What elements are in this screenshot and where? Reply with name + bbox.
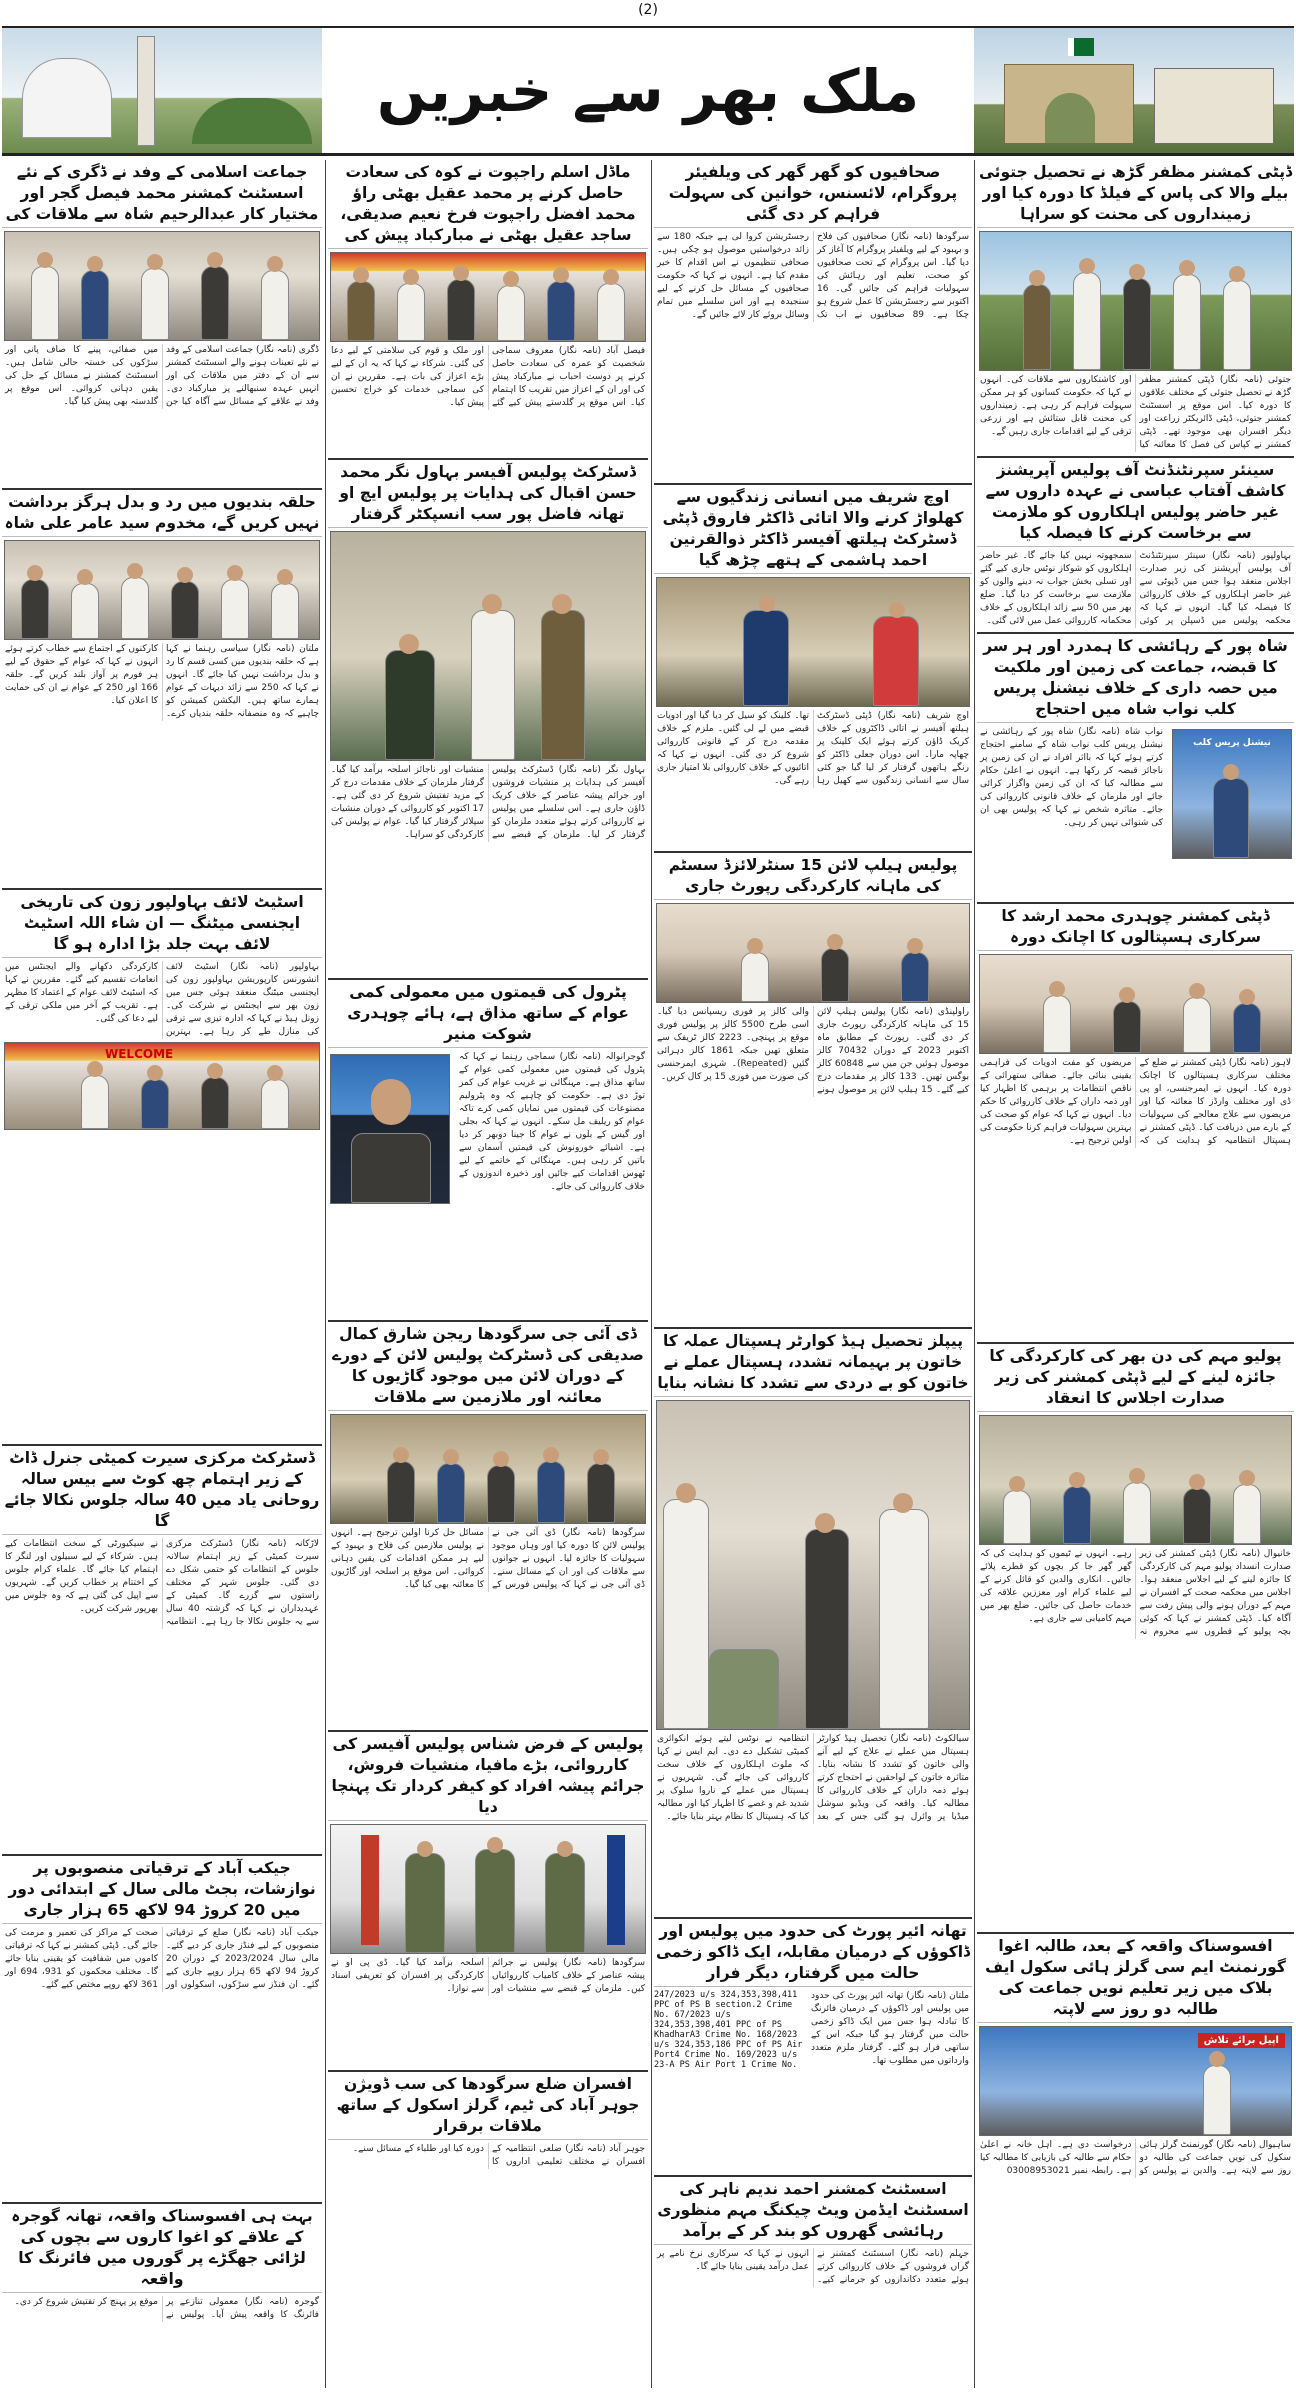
article-photo [330, 531, 646, 761]
article-body: ڈگری (نامہ نگار) جماعت اسلامی کے وفد نے نئے تعینات ہونے والے اسسٹنٹ کمشنر سے ان کے دفتر میں ملاقات کی اور انہیں عہدہ سنبھالنے پر مبارکباد دی۔ وفد نے علاقے کے مسائل سے آگاہ کیا جن میں صفائی، پینے کا صاف پانی اور سڑکوں کی خستہ حالی شامل ہیں۔ اسسٹنٹ کمشنر نے مسائل کے حل کی یقین دہانی کروائی۔ اس موقع پر گلدستہ بھی پیش کیا گیا۔ [5, 344, 319, 407]
article-headline: پولیس ہیلپ لائن 15 سنٹرلائزڈ سسٹم کی ماہانہ کارکردگی رپورٹ جاری [654, 855, 972, 900]
column-3 [328, 160, 648, 2388]
article-photo [979, 2026, 1292, 2136]
article-photo [656, 1400, 970, 1730]
article-headline: افسران ضلع سرگودھا کی سب ڈویژن جوہر آباد کی ٹیم، گرلز اسکول کے ساتھ ملاقات برقرار [328, 2074, 648, 2140]
article-body: اوچ شریف (نامہ نگار) ڈپٹی ڈسٹرکٹ ہیلتھ آفیسر نے اتائی ڈاکٹروں کے خلاف کریک ڈاؤن کرتے ہوئے ایک کلینک پر چھاپہ مارا۔ اس دوران جعلی ڈاکٹر کو رنگے ہاتھوں گرفتار کر لیا گیا جو کئی سال سے انسانی زندگیوں سے کھیل رہا تھا۔ کلینک کو سیل کر دیا گیا اور ادویات قبضے میں لے لی گئیں۔ ملزم کے خلاف مقدمہ درج کر کے قانونی کارروائی شروع کر دی گئی۔ انہوں نے کہا کہ اتائیوں کے خلاف کارروائی بلا امتیاز جاری رہے گی۔ [657, 710, 969, 786]
article-police-officer-action [328, 1732, 648, 2072]
article-headline: بہت ہی افسوسناک واقعہ، تھانہ گوجرہ کے علاقے کو اغوا کاروں سے بچوں کی لڑائی جھگڑے پر گوروں میں فائرنگ کا واقعہ [2, 2206, 322, 2293]
article-photo [4, 1042, 320, 1130]
article-headline: ڈپٹی کمشنر چوہدری محمد ارشد کا سرکاری ہسپتالوں کا اچانک دورہ [977, 906, 1294, 951]
article-headline: ڈی آئی جی سرگودھا ریجن شارق کمال صدیقی کی ڈسٹرکٹ پولیس لائن کے دورے کے دوران لائن میں موجود گاڑیوں کا معائنہ اور ملازمین سے ملاقات [328, 1324, 648, 1411]
page-number: (2) [638, 2, 658, 18]
article-headline: پیپلز تحصیل ہیڈ کوارٹر ہسپتال عملہ کا خاتون پر بہیمانہ تشدد، ہسپتال عملے نے خاتون کو بے دردی سے تشدد کا نشانہ بنایا [654, 1331, 972, 1397]
article-body: لاڑکانہ (نامہ نگار) ڈسٹرکٹ مرکزی سیرت کمیٹی کے زیر اہتمام سالانہ جلوس کے انتظامات کو حتمی شکل دے دی گئی۔ جلوس شہر کے مختلف راستوں سے گزرے گا۔ کمیٹی کے عہدیداران نے کہا کہ گزشتہ 40 سال سے یہ جلوس نکالا جا رہا ہے۔ انتظامیہ نے سیکیورٹی کے سخت انتظامات کیے ہیں۔ شرکاء کے لیے سبیلوں اور لنگر کا اہتمام کیا جائے گا۔ علماء کرام جلوس کے اختتام پر خطاب کریں گے۔ شہریوں سے اپیل کی گئی ہے کہ وہ جلوس میں بھرپور شرکت کریں۔ [5, 1538, 320, 1627]
article-body: فیصل آباد (نامہ نگار) معروف سماجی شخصیت کو عمرہ کی سعادت حاصل کرنے پر دوست احباب نے مبارکباد پیش کی اور ان کے اعزاز میں تقریب کا اہتمام کیا۔ اس موقع پر گلدستے پیش کیے گئے اور ملک و قوم کی سلامتی کے لیے دعا کی گئی۔ شرکاء نے کہا کہ یہ ان کے لیے بڑے اعزاز کی بات ہے۔ مقررین نے ان کی سماجی خدمات کو خراج تحسین پیش کیا۔ [331, 345, 645, 408]
building-graphic [1154, 68, 1274, 144]
article-headline: ڈسٹرکٹ مرکزی سیرت کمیٹی جنرل ڈاٹ کے زیر اہتمام چھ کوٹ سے بیس سالہ روحانی یاد میں 40 سالہ جلوس نکالا جائے گا [2, 1448, 322, 1535]
article-photo [330, 252, 646, 342]
article-gojra-firing [2, 2204, 322, 2388]
article-headline: افسوسناک واقعہ کے بعد، طالبہ اغوا گورنمنٹ ایم سی گرلز ہائی سکول ایف بلاک میں زیر تعلیم نویں جماعت کی طالبہ دو روز سے لاپتہ [977, 1936, 1294, 2023]
masthead-photo-right [974, 28, 1294, 154]
article-body: سرگودھا (نامہ نگار) صحافیوں کی فلاح و بہبود کے لیے ویلفیئر پروگرام کا آغاز کر دیا گیا۔ اس پروگرام کے تحت صحافیوں کو صحت، تعلیم اور رہائش کی سہولیات فراہم کی جائیں گی۔ 16 اکتوبر سے رجسٹریشن کا عمل شروع ہو چکا ہے۔ 89 صحافیوں نے اب تک رجسٹریشن کروا لی ہے جبکہ 180 سے زائد درخواستیں موصول ہو چکی ہیں۔ صحافی تنظیموں نے اس اقدام کا خیر مقدم کیا ہے۔ انہوں نے کہا کہ حکومت صحافیوں کے مسائل حل کرنے کے لیے سنجیدہ ہے اور اس سلسلے میں تمام وسائل بروئے کار لائے جائیں گے۔ [657, 231, 969, 321]
article-headline: اسٹیٹ لائف بہاولپور زون کی تاریخی ایجنسی میٹنگ — ان شاء اللہ اسٹیٹ لائف بہت جلد بڑا ادارہ ہو گا [2, 892, 322, 958]
article-photo [656, 577, 970, 707]
article-headline: سینئر سپرنٹنڈنٹ آف پولیس آپریشنز کاشف آفتاب عباسی نے عہدہ داروں سے غیر حاضر پولیس اہلکاروں کو ملازمت سے برخاست کرنے کا فیصلہ کیا [977, 460, 1294, 547]
case-numbers: 247/2023 u/s 324,353,398,411 PPC of PS B section.2 Crime No. 67/2023 u/s 324,353,398,401 PPC of PS KhadharA3 Crime No. 168/2023 u/s 324,353,186 PPC of PS Air Port4 Crime No. 169/2023 u/s 23-A PS Air Port 1 Crime No. [654, 1989, 803, 2070]
article-body: لاہور (نامہ نگار) ڈپٹی کمشنر نے ضلع کے مختلف سرکاری ہسپتالوں کا اچانک دورہ کیا۔ انہوں نے ایمرجنسی، او پی ڈی اور مختلف وارڈز کا معائنہ کیا اور مریضوں سے علاج معالجے کی سہولیات کے بارے میں دریافت کیا۔ ڈپٹی کمشنر نے ہسپتال انتظامیہ کو ہدایت کی کہ مریضوں کو مفت ادویات کی فراہمی یقینی بنائی جائے۔ صفائی ستھرائی کے ناقص انتظامات پر برہمی کا اظہار کیا اور ذمہ داران کے خلاف کارروائی کا حکم دیا۔ انہوں نے کہا کہ عوام کو صحت کی بہترین سہولیات فراہم کرنا حکومت کی اولین ترجیح ہے۔ [980, 1057, 1291, 1147]
article-photo [656, 903, 970, 1003]
article-headline: جیکب آباد کے ترقیاتی منصوبوں پر نوازشات، بجٹ مالی سال کے ابتدائی دور میں 20 کروڑ 94 لاکھ 65 ہزار جاری [2, 1858, 322, 1924]
appeal-sign: اپیل برائے تلاش [1198, 2033, 1285, 2048]
article-body: گوجرہ (نامہ نگار) معمولی تنازعے پر فائرنگ کا واقعہ پیش آیا۔ پولیس نے موقع پر پہنچ کر تفتیش شروع کر دی۔ [14, 2296, 319, 2320]
article-ssp-operations [977, 458, 1294, 634]
article-headline: ڈسٹرکٹ پولیس آفیسر بہاول نگر محمد حسن اقبال کی ہدایات پر پولیس ایچ او تھانہ فاضل پور سب انسپکٹر گرفتار [328, 462, 648, 528]
column-1 [977, 160, 1294, 2388]
article-body: بہاولپور (نامہ نگار) اسٹیٹ لائف انشورنس کارپوریشن بہاولپور زون کی ایجنسی میٹنگ منعقد ہوئی جس میں زون بھر سے ایجنٹس نے شرکت کی۔ زونل ہیڈ نے کہا کہ ادارہ تیزی سے ترقی کی منازل طے کر رہا ہے۔ بہترین کارکردگی دکھانے والے ایجنٹس میں انعامات تقسیم کیے گئے۔ مقررین نے کہا کہ اسٹیٹ لائف عوام کے اعتماد کا مظہر ہے۔ تقریب کے آخر میں ملکی ترقی کے لیے دعا کی گئی۔ [5, 961, 319, 1037]
article-headline: ماڈل اسلم راجپوت نے کوہ کی سعادت حاصل کرنے پر محمد عقیل بھٹی راؤ محمد افضل راجپوت فرخ نعیم صدیقی، ساجد عقیل بھٹی نے مبارکباد پیش کی [328, 162, 648, 249]
article-body: سرگودھا (نامہ نگار) پولیس نے جرائم پیشہ عناصر کے خلاف کامیاب کارروائیاں کیں۔ ملزمان کے قبضے سے منشیات اور اسلحہ برآمد کیا گیا۔ ڈی پی او نے کارکردگی پر افسران کو تعریفی اسناد سے نوازا۔ [331, 1957, 645, 1994]
masthead [2, 26, 1294, 156]
gate-graphic [1004, 64, 1134, 144]
column-4 [2, 160, 322, 2388]
article-headline: ڈپٹی کمشنر مظفر گڑھ نے تحصیل جتوئی بیلے والا کی پاس کے فیلڈ کا دورہ کیا اور زمینداروں کی محنت کو سراہا [977, 162, 1294, 228]
article-body: جیکب آباد (نامہ نگار) ضلع کے ترقیاتی منصوبوں کے لیے فنڈز جاری کر دیے گئے۔ مالی سال 2023/2024 کے دوران 20 کروڑ 94 لاکھ 65 ہزار روپے جاری کیے گئے۔ ان فنڈز سے سڑکوں، اسکولوں اور صحت کے مراکز کی تعمیر و مرمت کی جائے گی۔ ڈپٹی کمشنر نے کہا کہ ترقیاتی کاموں میں شفافیت کو یقینی بنایا جائے گا۔ مختلف محکموں کو 931، 694 اور 361 لاکھ روپے مختص کیے گئے۔ [5, 1927, 319, 1990]
article-headline: پولیس کے فرض شناس پولیس آفیسر کی کارروائی، بڑے مافیا، منشیات فروش، جرائم پیشہ افراد کو کیفر کردار تک پہنچا دیا [328, 1734, 648, 1821]
article-journalist-welfare [654, 160, 972, 485]
article-body: گوجرانوالہ (نامہ نگار) سماجی رہنما نے کہا کہ پٹرول کی قیمتوں میں معمولی کمی عوام کے ساتھ مذاق ہے۔ مہنگائی نے غریب عوام کی کمر توڑ دی ہے۔ حکومت کو چاہیے کہ وہ پٹرولیم مصنوعات کی قیمتوں میں نمایاں کمی کرے تاکہ عوام کو ریلیف مل سکے۔ انہوں نے کہا کہ بجلی اور گیس کے بلوں نے عوام کا جینا دوبھر کر دیا ہے۔ اشیائے خورونوش کی قیمتیں آسمان سے باتیں کر رہی ہیں۔ مہنگائی کے خاتمے کے لیے ٹھوس اقدامات کیے جائیں اور ذخیرہ اندوزوں کے خلاف کارروائی کی جائے۔ [459, 1051, 645, 1193]
article-photo [330, 1414, 646, 1524]
article-hospital-assault [654, 1329, 972, 1919]
article-umrah-congrats [328, 160, 648, 460]
article-headline: شاہ پور کے رہائشی کا ہمدرد اور ہر سر کا قبضہ، جماعت کی زمین اور ملکیت میں حصہ داری کے خلاف نیشنل پریس کلب نواب شاہ میں احتجاج [977, 636, 1294, 723]
article-delimitation [2, 490, 322, 890]
article-photo [4, 231, 320, 341]
article-body: جتوئی (نامہ نگار) ڈپٹی کمشنر مظفر گڑھ نے تحصیل جتوئی کے مختلف علاقوں کا دورہ کیا۔ اس موقع پر اسسٹنٹ کمشنر جتوئی، ڈپٹی ڈائریکٹر زراعت اور دیگر افسران بھی موجود تھے۔ ڈپٹی کمشنر نے کپاس کی فصل کا معائنہ کیا اور کاشتکاروں سے ملاقات کی۔ انہوں نے کہا کہ حکومت کسانوں کو ہر ممکن سہولت فراہم کر رہی ہے۔ زمینداروں کی محنت قابل ستائش ہے اور زرعی ترقی کے لیے اقدامات جاری رہیں گے۔ [980, 374, 1291, 450]
article-state-life-meeting [2, 890, 322, 1446]
article-headline: اوچ شریف میں انسانی زندگیوں سے کھلواڑ کرنے والا اتائی ڈاکٹر فاروق ڈپٹی ڈسٹرکٹ ہیلتھ آفیسر ڈاکٹر ذوالقرنین احمد ہاشمی کے ہتھے چڑھ گیا [654, 487, 972, 574]
article-missing-student [977, 1934, 1294, 2384]
article-petrol-prices [328, 980, 648, 1322]
article-photo [979, 954, 1292, 1054]
article-body: جوہر آباد (نامہ نگار) ضلعی انتظامیہ کے افسران نے مختلف تعلیمی اداروں کا دورہ کیا اور طلباء کے مسائل سنے۔ [352, 2143, 645, 2167]
welcome-banner: WELCOME [105, 1047, 174, 1062]
article-jamaat-delegation [2, 160, 322, 490]
mausoleum-graphic [22, 58, 112, 138]
article-land-protest [977, 634, 1294, 904]
article-body: ساہیوال (نامہ نگار) گورنمنٹ گرلز ہائی سکول کی نویں جماعت کی طالبہ دو روز سے لاپتہ ہے۔ والدین نے پولیس کو درخواست دی ہے۔ اہل خانہ نے اعلیٰ حکام سے طالبہ کی بازیابی کا مطالبہ کیا ہے۔ رابطہ نمبر 03008953021 [980, 2139, 1291, 2176]
article-photo [330, 1824, 646, 1954]
article-body: نواب شاہ (نامہ نگار) شاہ پور کے رہائشی نے نیشنل پریس کلب نواب شاہ کے سامنے احتجاج کرتے ہوئے کہا کہ بااثر افراد نے ان کی زمین پر ناجائز قبضہ کر رکھا ہے۔ انہوں نے اعلیٰ حکام سے مطالبہ کیا کہ ان کی زمین واگزار کرائی جائے اور ملزمان کے خلاف قانونی کارروائی کی جائے۔ متاثرہ شخص نے کہا کہ پولیس بھی ان کی شنوائی نہیں کر رہی۔ [980, 726, 1163, 829]
article-headline: تھانہ ائیر پورٹ کی حدود میں پولیس اور ڈاکوؤں کے درمیان مقابلہ، ایک ڈاکو زخمی حالت میں گرفتار، دیگر فرار [654, 1921, 972, 1987]
article-helpline-15-report [654, 853, 972, 1329]
article-body: ملتان (نامہ نگار) تھانہ ائیر پورٹ کی حدود میں پولیس اور ڈاکوؤں کے درمیان فائرنگ کا تبادلہ ہوا جس میں ایک ڈاکو زخمی حالت میں گرفتار ہو گیا جبکہ اس کے ساتھی فرار ہو گئے۔ گرفتار ملزم متعدد وارداتوں میں مطلوب تھا۔ [811, 1990, 969, 2066]
article-photo [979, 231, 1292, 371]
flag-graphic [1068, 38, 1094, 56]
article-headline: پولیو مہم کی دن بھر کی کارکردگی کا جائزہ لینے کے لیے ڈپٹی کمشنر کی زیر صدارت اجلاس کا انعقاد [977, 1346, 1294, 1412]
minaret-graphic [137, 36, 155, 146]
article-officials-meeting [328, 2072, 648, 2388]
article-dc-cotton-visit [977, 160, 1294, 458]
article-headline: پٹرول کی قیمتوں میں معمولی کمی عوام کے ساتھ مذاق ہے، ہائے چوہدری شوکت منیر [328, 982, 648, 1048]
article-body: جہلم (نامہ نگار) اسسٹنٹ کمشنر نے گراں فروشوں کے خلاف کارروائی کرتے ہوئے متعدد دکانداروں کو جرمانے کیے۔ انہوں نے کہا کہ سرکاری نرخ نامے پر عمل درآمد یقینی بنایا جائے گا۔ [657, 2248, 969, 2285]
article-dc-hospital-visit [977, 904, 1294, 1344]
article-dpo-arrest [328, 460, 648, 980]
article-polio-meeting [977, 1344, 1294, 1934]
article-photo [1172, 729, 1292, 859]
article-headline: اسسٹنٹ کمشنر احمد ندیم ناہر کی اسسٹنٹ ایڈمن ویٹ چیکنگ مہم منظوری رہائشی گھروں کو بند کر کے برآمد [654, 2179, 972, 2245]
article-body: ملتان (نامہ نگار) سیاسی رہنما نے کہا ہے کہ حلقہ بندیوں میں کسی قسم کا رد و بدل برداشت نہیں کیا جائے گا۔ انہوں نے کہا کہ 250 سے زائد دیہات کے عوام ہمارے ساتھ ہیں۔ الیکشن کمیشن کو چاہیے کہ وہ منصفانہ حلقہ بندیاں کرے۔ کارکنوں کے اجتماع سے خطاب کرتے ہوئے انہوں نے کہا کہ عوام کے حقوق کے لیے ہر فورم پر آواز بلند کریں گے۔ حلقہ 166 اور 250 کے عوام نے ان کی حمایت کا اعلان کیا۔ [5, 643, 319, 720]
article-ac-inspection [654, 2177, 972, 2388]
article-seerat-procession [2, 1446, 322, 1856]
article-jacobabad-funds [2, 1856, 322, 2204]
article-headline: حلقہ بندیوں میں رد و بدل ہرگز برداشت نہیں کریں گے، مخدوم سید عامر علی شاہ [2, 492, 322, 537]
article-headline: صحافیوں کو گھر گھر کی ویلفیئر پروگرام، لائسنس، خوانین کی سہولت فراہم کر دی گئی [654, 162, 972, 228]
article-body: راولپنڈی (نامہ نگار) پولیس ہیلپ لائن 15 کی ماہانہ کارکردگی رپورٹ جاری کر دی گئی۔ رپورٹ کے مطابق ماہ اکتوبر 2023 کے دوران 70432 کالز موصول ہوئیں جن میں سے 60848 کالز بوگس تھیں۔ 133 کالز پر مقدمات درج کیے گئے۔ 15 ہیلپ لائن پر موصول ہونے والی کالز پر فوری ریسپانس دیا گیا۔ اسی طرح 5500 کالز پر پولیس فوری موقع پر پہنچی۔ 2223 کالز ٹریفک سے متعلق تھیں جبکہ 1861 کالز دہرائی گئیں (Repeated)۔ شہری ایمرجنسی کی صورت میں فوری 15 پر کال کریں۔ [657, 1006, 970, 1096]
masthead-title: ملک بھر سے خبریں [322, 28, 974, 154]
masthead-photo-left [2, 28, 322, 154]
article-body: بہاولپور (نامہ نگار) سینئر سپرنٹنڈنٹ آف پولیس آپریشنز کی زیر صدارت اجلاس منعقد ہوا جس میں ڈیوٹی سے غیر حاضر اہلکاروں کے خلاف کارروائی کا فیصلہ کیا گیا۔ انہوں نے کہا کہ محکمہ پولیس میں ڈسپلن پر کوئی سمجھوتہ نہیں کیا جائے گا۔ غیر حاضر اہلکاروں کو شوکاز نوٹس جاری کیے گئے اور تسلی بخش جواب نہ دینے والوں کو ملازمت سے برخاست کر دیا گیا۔ ضلع بھر میں 50 سے زائد اہلکاروں کے خلاف محکمانہ کارروائی عمل میں لائی گئی۔ [980, 550, 1291, 626]
stadium-graphic [192, 98, 312, 144]
press-club-sign: نیشنل پریس کلب [1193, 737, 1271, 748]
portrait-photo [330, 1054, 450, 1204]
article-photo [4, 540, 320, 640]
article-body: سرگودھا (نامہ نگار) ڈی آئی جی نے پولیس لائن کا دورہ کیا اور وہاں موجود سہولیات کا جائزہ لیا۔ انہوں نے جوانوں سے ملاقات کی اور ان کے مسائل سنے۔ ڈی آئی جی نے کہا کہ پولیس فورس کے مسائل حل کرنا اولین ترجیح ہے۔ انہوں نے پولیس ملازمین کی فلاح و بہبود کے لیے ہر ممکن اقدامات کی یقین دہانی کروائی۔ اس موقع پر اسلحہ اور گاڑیوں کا معائنہ بھی کیا گیا۔ [331, 1527, 645, 1590]
article-body: خانیوال (نامہ نگار) ڈپٹی کمشنر کی زیر صدارت انسداد پولیو مہم کی کارکردگی کا جائزہ لینے کے لیے اجلاس منعقد ہوا۔ اجلاس میں محکمہ صحت کے افسران نے مہم کے دوران ہونے والی پیش رفت سے آگاہ کیا۔ ڈپٹی کمشنر نے کہا کہ کوئی بچہ پولیو کے قطروں سے محروم نہ رہے۔ انہوں نے ٹیموں کو ہدایت کی کہ گھر گھر جا کر بچوں کو قطرے پلائے جائیں۔ انکاری والدین کو قائل کرنے کے لیے علماء کرام اور معززین علاقہ کی خدمات حاصل کی جائیں۔ ضلع بھر میں مہم کامیابی سے جاری ہے۔ [980, 1548, 1291, 1638]
article-dig-police-lines [328, 1322, 648, 1732]
article-police-encounter [654, 1919, 972, 2177]
article-body: سیالکوٹ (نامہ نگار) تحصیل ہیڈ کوارٹر ہسپتال میں عملے نے علاج کے لیے آنے والی خاتون کو تشدد کا نشانہ بنایا۔ متاثرہ خاتون کے لواحقین نے احتجاج کرتے ہوئے ذمہ داران کے خلاف کارروائی کا مطالبہ کیا۔ واقعہ کی ویڈیو سوشل میڈیا پر وائرل ہو گئی جس کے بعد انتظامیہ نے نوٹس لیتے ہوئے انکوائری کمیٹی تشکیل دے دی۔ ایم ایس نے کہا کہ ملوث اہلکاروں کے خلاف سخت کارروائی کی جائے گی۔ شہریوں نے ہسپتال میں عملے کے ناروا سلوک پر شدید غم و غصے کا اظہار کیا اور مطالبہ کیا کہ ہسپتال کا نظام بہتر بنایا جائے۔ [657, 1733, 969, 1823]
article-body: بہاول نگر (نامہ نگار) ڈسٹرکٹ پولیس آفیسر کی ہدایات پر منشیات فروشوں اور جرائم پیشہ عناصر کے خلاف کریک ڈاؤن جاری ہے۔ اس سلسلے میں پولیس نے کارروائی کرتے ہوئے متعدد ملزمان کو گرفتار کر لیا۔ ملزمان کے قبضے سے منشیات اور ناجائز اسلحہ برآمد کیا گیا۔ گرفتار ملزمان کے خلاف مقدمات درج کر کے مزید تفتیش شروع کر دی گئی ہے۔ 17 اکتوبر کو کارروائی کے دوران منشیات سپلائر گرفتار کیا گیا۔ عوام نے پولیس کی کارکردگی کو سراہا۔ [331, 764, 645, 840]
article-quack-doctor [654, 485, 972, 853]
article-photo [979, 1415, 1292, 1545]
article-headline: جماعت اسلامی کے وفد نے ڈگری کے نئے اسسٹنٹ کمشنر محمد فیصل گجر اور مختیار کار عبدالرحیم شاہ سے ملاقات کی [2, 162, 322, 228]
column-2 [654, 160, 972, 2388]
